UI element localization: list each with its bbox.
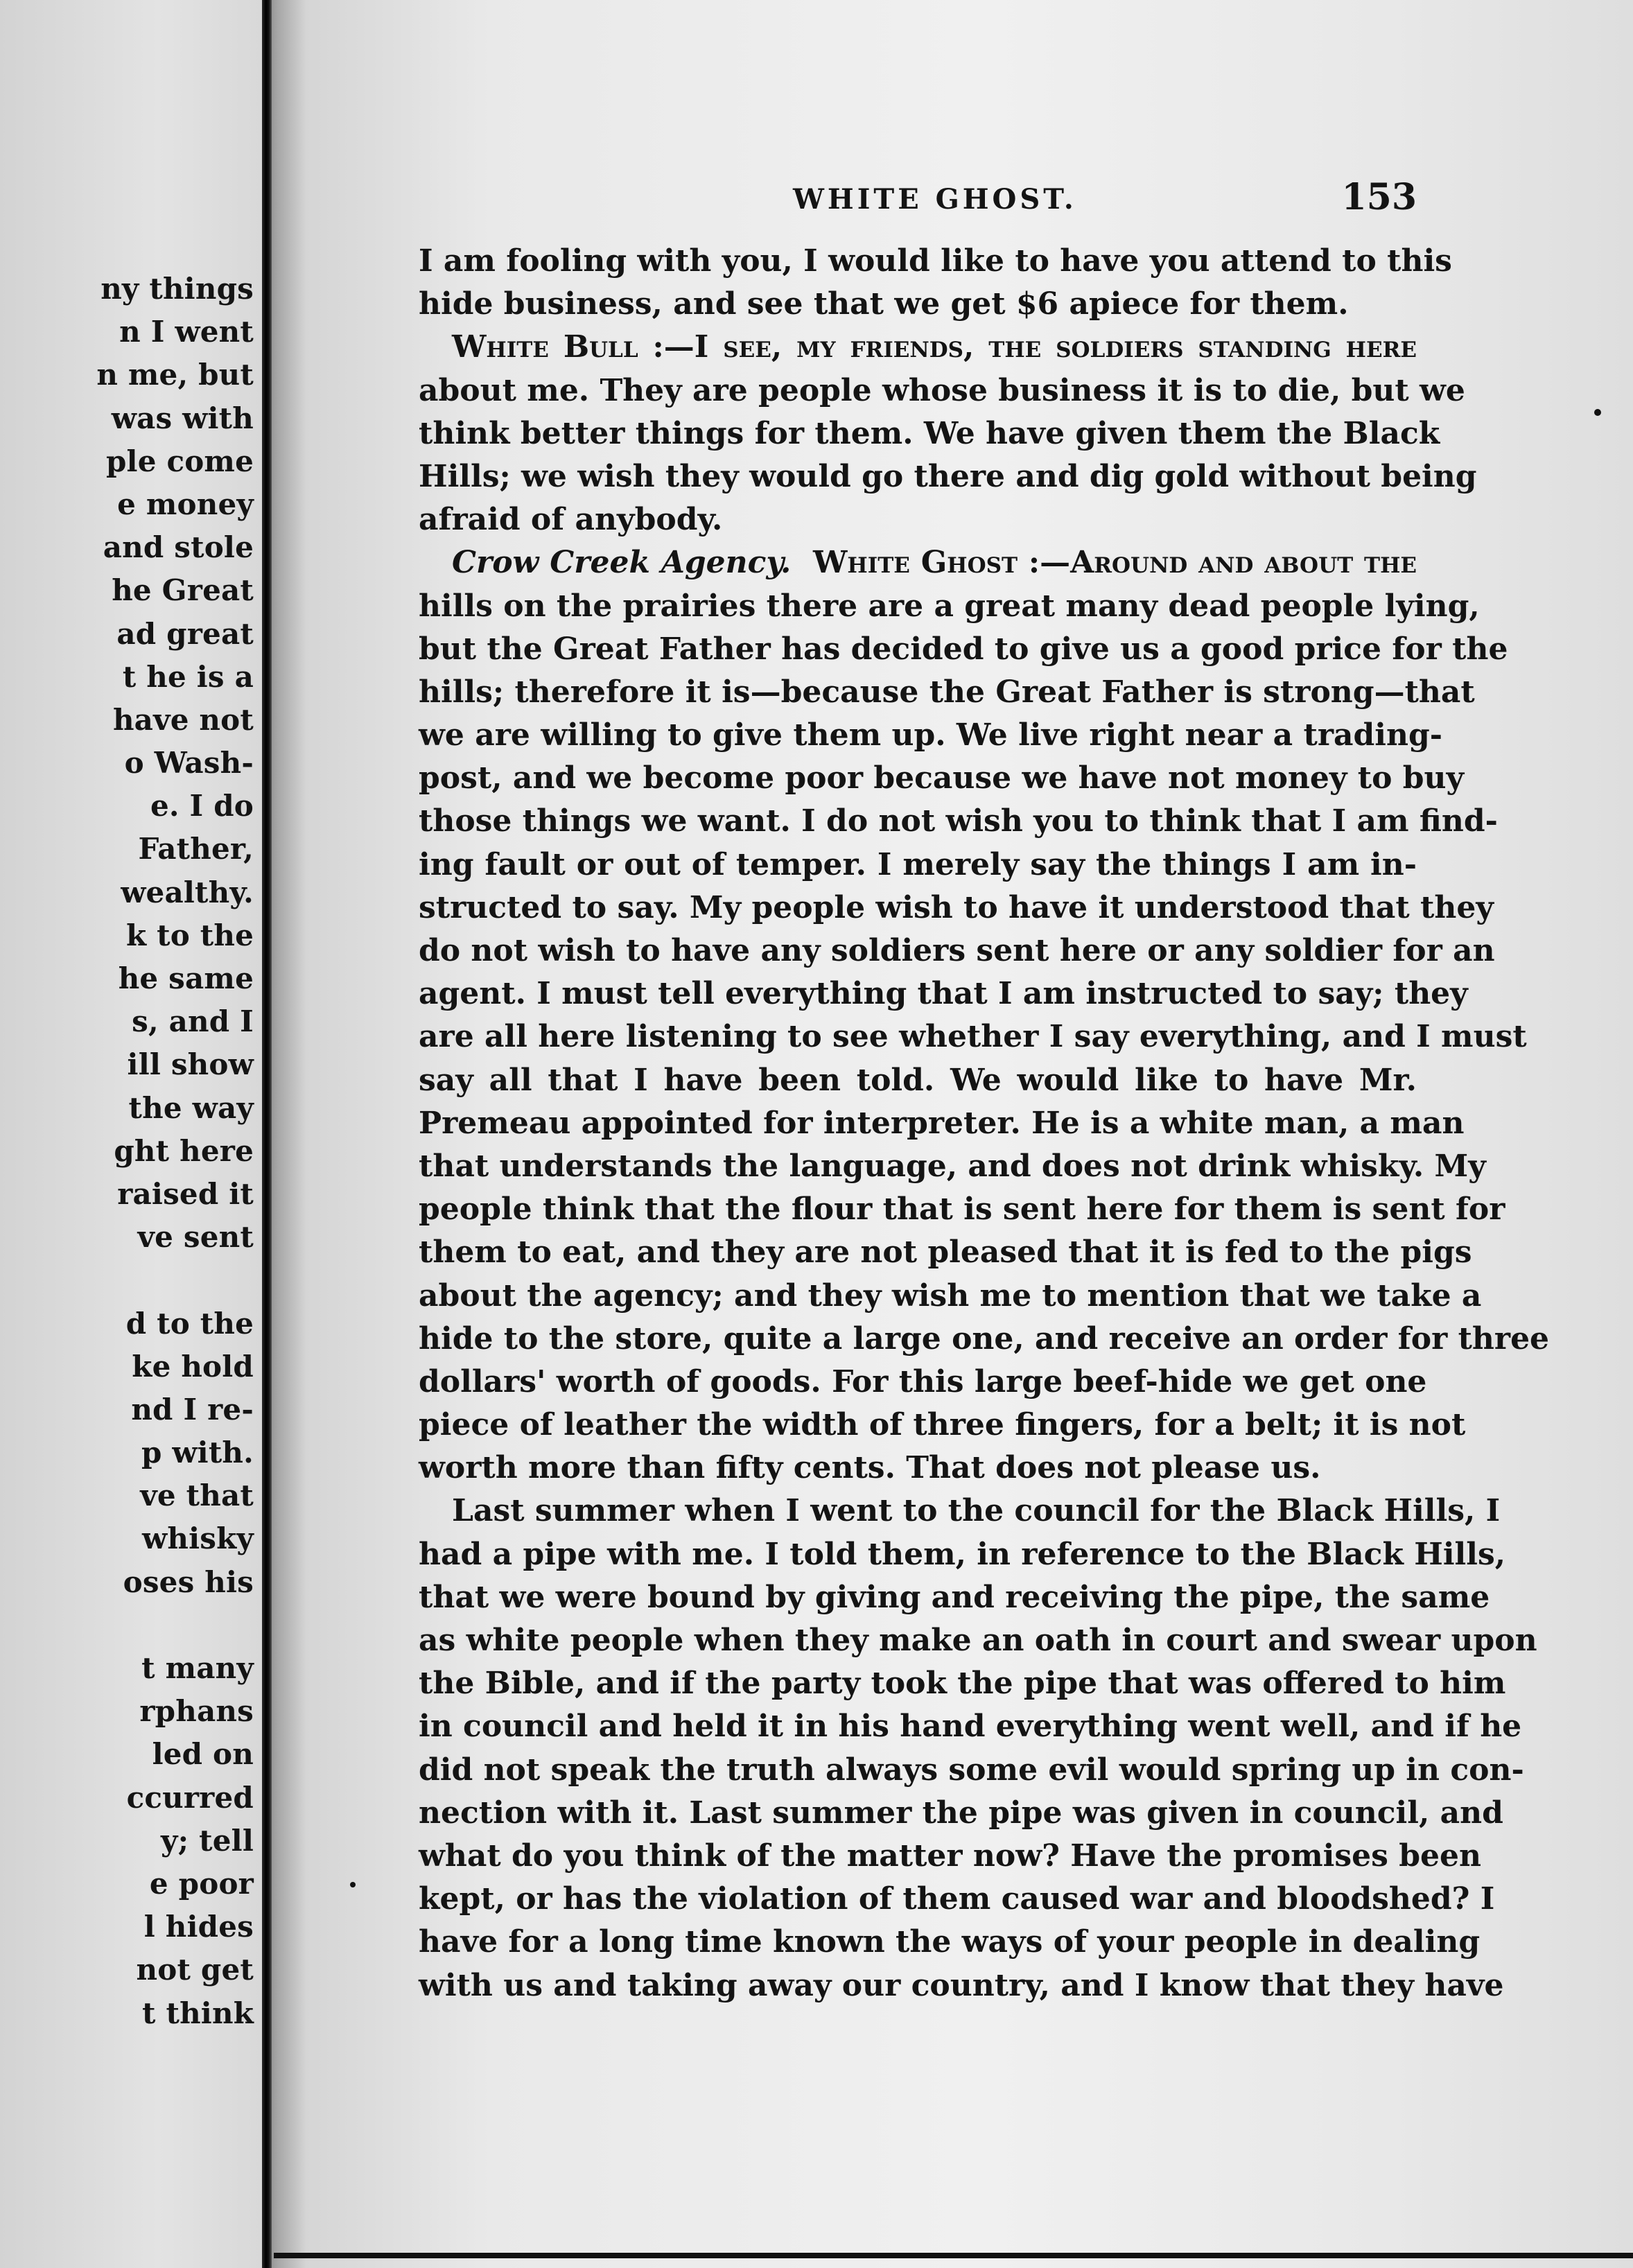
gutter-shadow xyxy=(272,0,306,2268)
left-line: not get xyxy=(136,1953,254,1987)
text-line: dollars' worth of goods. For this large beef-hide we get one xyxy=(419,1363,1427,1399)
text-line: hide business, and see that we get $6 apiece for them. xyxy=(419,286,1349,322)
agency-heading: Crow Creek Agency. xyxy=(452,545,792,581)
left-line: he same xyxy=(118,961,254,995)
text-line: piece of leather the width of three fingers, for a belt; it is not xyxy=(419,1407,1466,1443)
text-line: structed to say. My people wish to have it understood that they xyxy=(419,889,1494,925)
text-line: Last summer when I went to the council for the Black Hills, I xyxy=(452,1493,1501,1529)
text-line xyxy=(419,541,1417,584)
left-line: wealthy. xyxy=(121,875,254,909)
left-line: l hides xyxy=(143,1910,254,1944)
left-line: oses his xyxy=(123,1564,254,1599)
text-line: that we were bound by giving and receiving the pipe, the same xyxy=(419,1579,1490,1615)
text-line: kept, or has the violation of them caused war and bloodshed? I xyxy=(419,1881,1495,1917)
text-line: them to eat, and they are not pleased that it is fed to the pigs xyxy=(419,1235,1472,1271)
left-line: e. I do xyxy=(150,789,254,823)
text-line: ing fault or out of temper. I merely say the things I am in- xyxy=(419,846,1417,882)
text-line: the Bible, and if the party took the pipe that was offered to him xyxy=(419,1666,1506,1702)
left-line: t he is a xyxy=(122,659,254,694)
text-line: hills on the prairies there are a great many dead people lying, xyxy=(419,588,1480,624)
left-line: e money xyxy=(117,487,254,521)
left-line: y; tell xyxy=(161,1823,254,1858)
left-line: n me, but xyxy=(96,358,254,392)
text-line: hide to the store, quite a large one, and receive an order for three xyxy=(419,1320,1550,1357)
text-line xyxy=(419,326,1417,369)
left-line: ccurred xyxy=(126,1780,254,1815)
ink-speck xyxy=(350,1882,356,1887)
left-line: ve sent xyxy=(137,1220,254,1255)
left-line: n I went xyxy=(119,315,254,349)
text-line: hills; therefore it is—because the Great Father is strong—that xyxy=(419,674,1475,710)
left-line xyxy=(0,1604,263,1647)
text-line: I am fooling with you, I would like to have you attend to this xyxy=(419,243,1452,279)
text-line: that understands the language, and does not drink whisky. My xyxy=(419,1148,1486,1184)
text-line: what do you think of the matter now? Have the promises been xyxy=(419,1838,1481,1874)
running-head xyxy=(419,173,1417,240)
text-line: about the agency; and they wish me to mention that we take a xyxy=(419,1277,1482,1314)
text-line: say all that I have been told. We would like to have Mr. xyxy=(419,1062,1417,1098)
gutter-rule xyxy=(262,0,272,2268)
left-line: ny things xyxy=(101,272,254,306)
left-line: ve that xyxy=(140,1478,254,1513)
left-line: and stole xyxy=(103,530,254,565)
left-line: Father, xyxy=(138,832,254,866)
left-line: o Wash- xyxy=(124,746,254,780)
left-line: the way xyxy=(128,1090,254,1125)
text-line: Hills; we wish they would go there and dig gold without being xyxy=(419,458,1477,494)
left-line: p with. xyxy=(141,1436,254,1470)
left-line: nd I re- xyxy=(131,1392,254,1427)
text-line: nection with it. Last summer the pipe was given in council, and xyxy=(419,1795,1503,1831)
left-line: ght here xyxy=(114,1133,254,1168)
speaker-white-bull: White Bull :—I see, my friends, the soldiers standing here xyxy=(452,329,1417,365)
previous-page-lines xyxy=(0,268,263,2035)
text-line: post, and we become poor because we have not money to buy xyxy=(419,760,1465,796)
text-line: do not wish to have any soldiers sent here or any soldier for an xyxy=(419,933,1495,968)
page-number: 153 xyxy=(1341,176,1417,218)
bottom-edge-rule xyxy=(274,2253,1633,2258)
text-line: about me. They are people whose business it is to die, but we xyxy=(419,372,1465,408)
text-line: have for a long time known the ways of your people in dealing xyxy=(419,1924,1481,1960)
left-line: have not xyxy=(112,702,254,737)
ink-speck xyxy=(1594,409,1601,416)
text-line: are all here listening to see whether I say everything, and I must xyxy=(419,1019,1527,1055)
left-line xyxy=(0,1259,263,1302)
left-line: led on xyxy=(152,1737,254,1772)
previous-page-fragment xyxy=(0,0,263,2268)
text-line: Premeau appointed for interpreter. He is a white man, a man xyxy=(419,1105,1465,1141)
left-line: whisky xyxy=(142,1521,254,1556)
left-line: s, and I xyxy=(132,1004,254,1039)
left-line: t many xyxy=(141,1651,254,1685)
left-line: k to the xyxy=(125,918,254,952)
text-line: those things we want. I do not wish you to think that I am find- xyxy=(419,803,1498,839)
page-body xyxy=(419,240,1550,2007)
left-line: he Great xyxy=(112,573,254,608)
left-line: raised it xyxy=(117,1176,254,1211)
speaker-white-ghost: White Ghost :—Around and about the xyxy=(812,545,1417,581)
left-line: ke hold xyxy=(132,1349,254,1384)
left-line: ill show xyxy=(127,1047,254,1082)
text-line: but the Great Father has decided to give us a good price for the xyxy=(419,631,1508,667)
text-line: agent. I must tell everything that I am instructed to say; they xyxy=(419,976,1468,1012)
text-line: people think that the flour that is sent here for them is sent for xyxy=(419,1192,1505,1228)
text-line: worth more than fifty cents. That does not please us. xyxy=(419,1450,1321,1486)
text-line: had a pipe with me. I told them, in reference to the Black Hills, xyxy=(419,1536,1506,1572)
left-line: was with xyxy=(111,401,254,435)
running-title: WHITE GHOST. xyxy=(793,183,1077,216)
left-line: t think xyxy=(142,1996,254,2030)
text-line: did not speak the truth always some evil would spring up in con- xyxy=(419,1752,1524,1788)
left-line: rphans xyxy=(139,1694,254,1729)
text-line: think better things for them. We have given them the Black xyxy=(419,415,1440,451)
left-line: ple come xyxy=(105,444,254,478)
text-line: as white people when they make an oath in court and swear upon xyxy=(419,1623,1537,1658)
text-line: with us and taking away our country, and I know that they have xyxy=(419,1967,1504,2003)
left-line: d to the xyxy=(125,1306,254,1341)
text-line: afraid of anybody. xyxy=(419,502,723,538)
text-line: we are willing to give them up. We live right near a trading- xyxy=(419,717,1443,753)
left-line: ad great xyxy=(116,616,254,651)
left-line: e poor xyxy=(149,1866,254,1901)
text-line: in council and held it in his hand everything went well, and if he xyxy=(419,1709,1522,1745)
book-page xyxy=(419,173,1550,2007)
